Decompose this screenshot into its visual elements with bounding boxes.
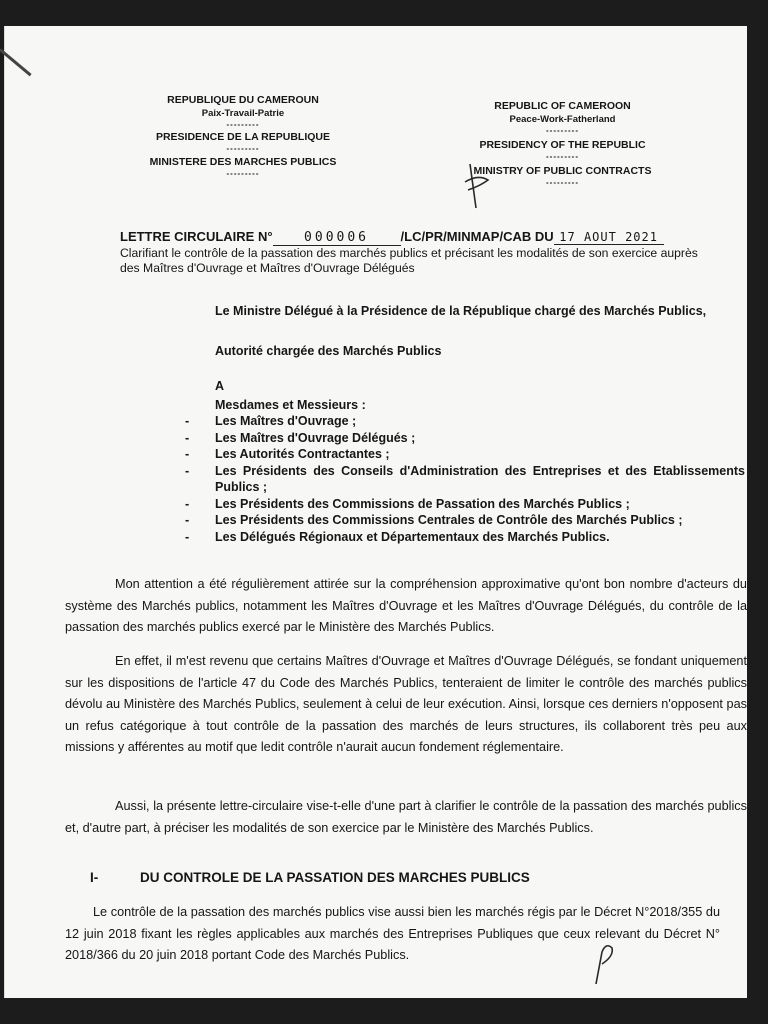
- handwritten-paraph-mark: [592, 940, 616, 988]
- header-fr-country: REPUBLIQUE DU CAMEROUN: [167, 94, 319, 106]
- recipients-a: A: [215, 379, 225, 393]
- reference-label: LETTRE CIRCULAIRE N°: [120, 229, 273, 244]
- recipient-item: - Les Maîtres d'Ouvrage Délégués ;: [185, 430, 745, 447]
- recipient-item: - Les Autorités Contractantes ;: [185, 446, 745, 463]
- letter-subject: Clarifiant le contrôle de la passation des marchés publics et précisant les modalités de son exercice auprès des Maîtres d'Ouvrage et Maîtres d'Ouvrage Délégués: [120, 246, 698, 275]
- section-paragraph: Le contrôle de la passation des marchés publics vise aussi bien les marchés régis par le Décret N°2018/355 du 12 juin 2018 fixant les règles applicables aux marchés des Entreprises Publiques que ceux relevant du Décret N° 2018/366 du 20 juin 2018 portant Code des Marchés Publics.: [65, 905, 720, 962]
- header-french: [128, 94, 358, 178]
- section-title: DU CONTROLE DE LA PASSATION DES MARCHES PUBLICS: [140, 870, 530, 885]
- author-line-2: Autorité chargée des Marchés Publics: [215, 344, 442, 358]
- reference-number: 000006: [273, 230, 401, 246]
- body-paragraph-1: Mon attention a été régulièrement attirée sur la compréhension approximative qu'ont bon nombre d'acteurs du système des Marchés publics, notamment les Maîtres d'Ouvrage et les Maîtres d'Ouvrage Délégués, du contrôle de la passation des marchés publics exercé par le Ministère des Marchés Publics.: [65, 577, 747, 634]
- header-en-ministry: MINISTRY OF PUBLIC CONTRACTS: [473, 165, 652, 177]
- recipient-item: - Les Présidents des Commissions de Passation des Marchés Publics ;: [185, 496, 745, 513]
- recipient-item: - Les Présidents des Conseils d'Administration des Entreprises et des Etablissements Publics ;: [185, 463, 745, 496]
- header-fr-separator: ---------: [226, 144, 260, 153]
- recipients-salutation: Mesdames et Messieurs :: [215, 398, 366, 412]
- header-fr-separator: ---------: [226, 120, 260, 129]
- header-en-presidency: PRESIDENCY OF THE REPUBLIC: [479, 139, 646, 151]
- reference-code: /LC/PR/MINMAP/CAB DU: [400, 229, 554, 244]
- author-line-1: Le Ministre Délégué à la Présidence de la République chargé des Marchés Publics,: [215, 304, 707, 318]
- header-en-motto: Peace-Work-Fatherland: [509, 114, 616, 125]
- header-en-separator: ---------: [546, 126, 579, 135]
- header-en-country: REPUBLIC OF CAMEROON: [494, 100, 631, 112]
- handwritten-initial-mark: [462, 160, 492, 212]
- recipient-item: - Les Présidents des Commissions Centrales de Contrôle des Marchés Publics ;: [185, 512, 745, 529]
- circular-reference-line: [120, 229, 664, 246]
- recipient-item: - Les Délégués Régionaux et Départementaux des Marchés Publics.: [185, 529, 745, 546]
- reference-date: 17 AOUT 2021: [554, 230, 664, 245]
- recipient-item: - Les Maîtres d'Ouvrage ;: [185, 413, 745, 430]
- body-paragraph-3: Aussi, la présente lettre-circulaire vise-t-elle d'une part à clarifier le contrôle de la passation des marchés publics et, d'autre part, à préciser les modalités de son exercice par le Ministère des Marchés Publics.: [65, 799, 747, 835]
- header-fr-motto: Paix-Travail-Patrie: [201, 108, 285, 119]
- body-paragraph-2: En effet, il m'est revenu que certains Maîtres d'Ouvrage et Maîtres d'Ouvrage Délégués, se fondant uniquement sur les dispositions de l'article 47 du Code des Marchés Publics, tenteraient de limiter le contrôle des marchés publics dévolu au Ministère des Marchés Publics, seulement à celui de leur exécution. Ainsi, lorsque ces derniers n'opposent pas un refus catégorique à tout contrôle de la passation des marchés de leurs structures, ils collaborent très peu aux missions y afférentes au motif que ledit contrôle n'aurait aucun fondement réglementaire.: [65, 654, 747, 754]
- recipients-list: [185, 413, 745, 545]
- header-en-separator: ---------: [546, 152, 579, 161]
- header-fr-separator: ---------: [226, 169, 260, 178]
- header-en-separator: ---------: [546, 178, 579, 187]
- section-heading: [90, 870, 530, 885]
- header-fr-ministry: MINISTERE DES MARCHES PUBLICS: [149, 156, 337, 168]
- header-fr-presidency: PRESIDENCE DE LA REPUBLIQUE: [155, 131, 331, 143]
- section-number: I-: [90, 870, 99, 885]
